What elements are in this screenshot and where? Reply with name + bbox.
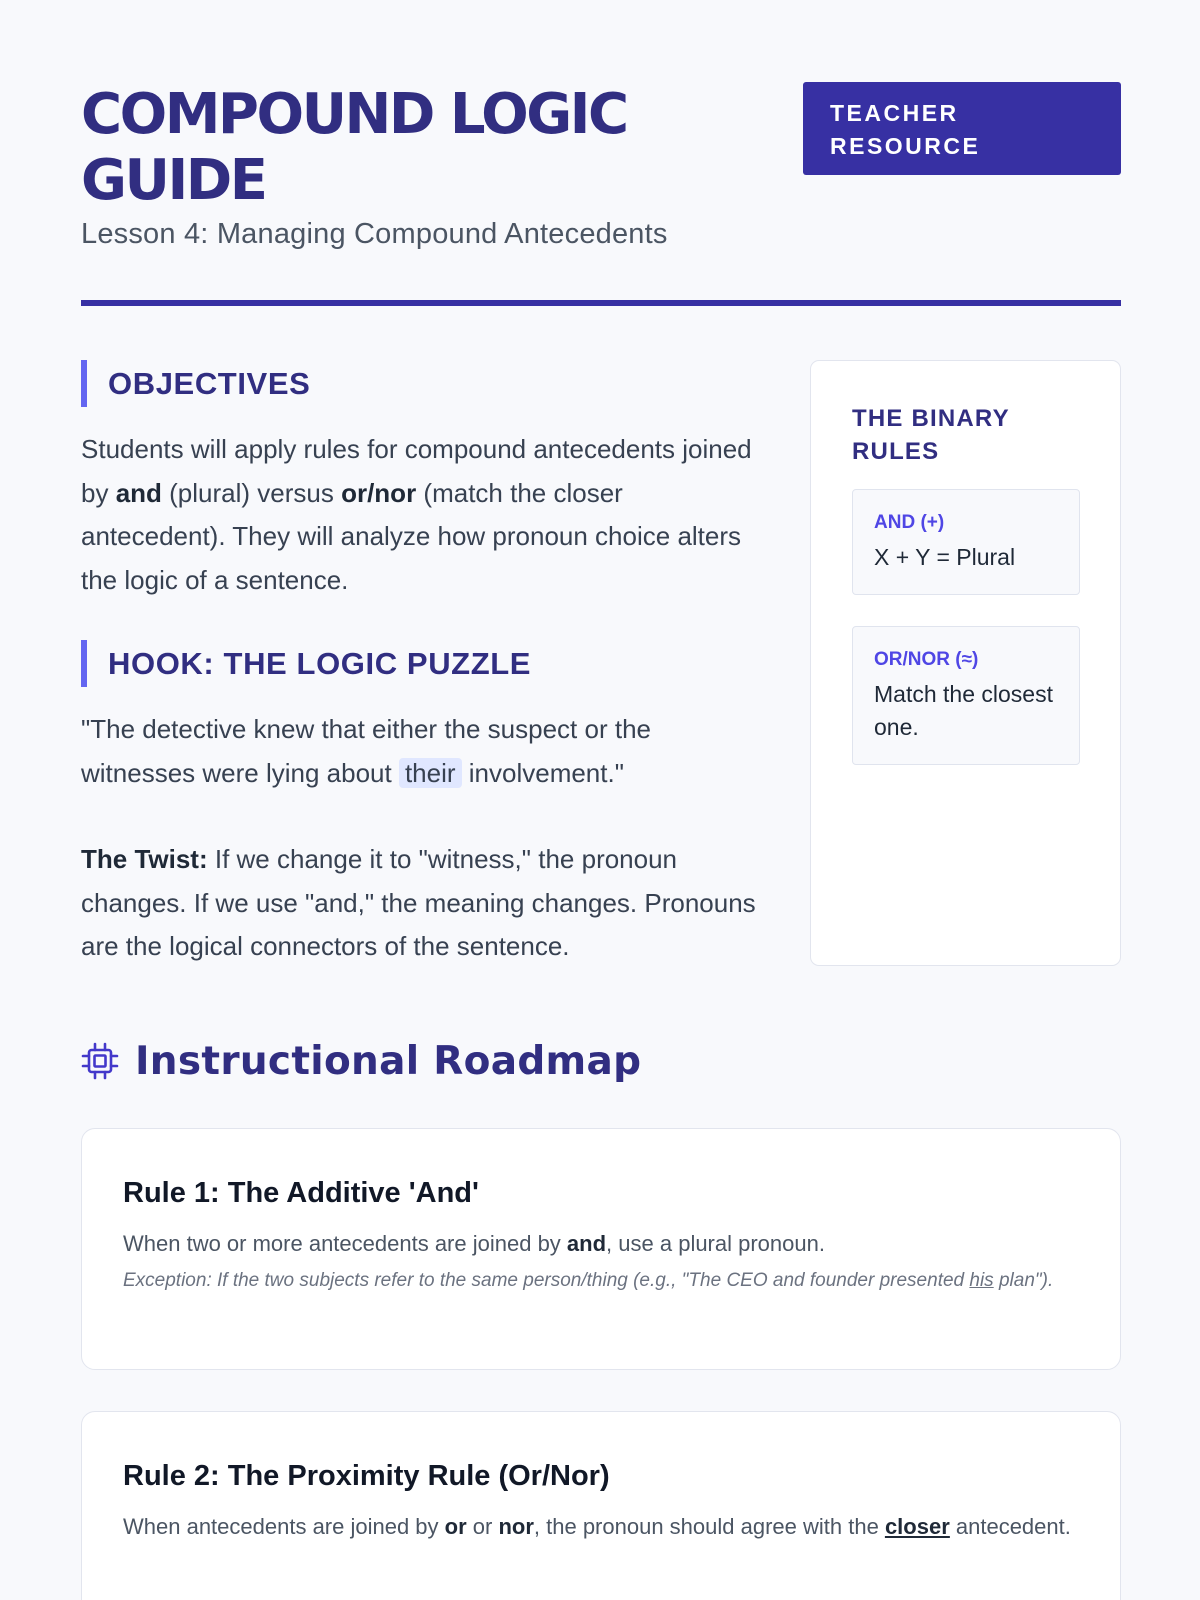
desc-part: , use a plural pronoun. — [606, 1231, 825, 1256]
desc-part: or — [466, 1514, 499, 1539]
twist-label: The Twist: — [81, 844, 208, 874]
objectives-heading: OBJECTIVES — [81, 360, 310, 407]
teacher-resource-badge: TEACHER RESOURCE — [803, 82, 1121, 175]
page-header — [81, 82, 1121, 302]
objectives-text-part: (plural) versus — [161, 477, 342, 508]
and-keyword: and — [566, 1231, 607, 1256]
rule-1-title: Rule 1: The Additive 'And' — [123, 1177, 479, 1209]
note-part: plan"). — [993, 1270, 1054, 1291]
highlighted-pronoun: their — [399, 758, 462, 788]
roadmap-title: Instructional Roadmap — [135, 1038, 642, 1084]
page-subtitle: Lesson 4: Managing Compound Antecedents — [81, 218, 668, 250]
objectives-text-part: Students will apply rules for compound antecedents joined by — [81, 434, 752, 508]
hook-quote-part: "The detective knew that either the suspect or the witnesses were lying about — [81, 714, 651, 788]
rule-2-title: Rule 2: The Proximity Rule (Or/Nor) — [123, 1460, 610, 1492]
or-keyword: or — [444, 1514, 467, 1539]
underlined-pronoun: his — [969, 1270, 994, 1291]
closer-keyword — [885, 1514, 950, 1539]
rule-1-description — [123, 1227, 1079, 1260]
closer-keyword-text: closer — [884, 1514, 950, 1539]
cpu-chip-icon — [81, 1042, 119, 1080]
twist-text: If we change it to "witness," the pronoun changes. If we use "and," the meaning changes. Pronouns are the logical connectors of the sentence. — [81, 844, 756, 961]
rule-1-card — [81, 1128, 1121, 1370]
desc-part: , the pronoun should agree with the — [533, 1514, 885, 1539]
or-nor-keyword: or/nor — [341, 477, 417, 508]
hook-quote-part: involvement." — [461, 757, 624, 788]
rule-1-exception-note — [123, 1267, 1079, 1294]
rule-2-card — [81, 1411, 1121, 1600]
hook-quote — [81, 708, 771, 795]
hook-twist — [81, 838, 771, 969]
objectives-text-part: (match the closer antecedent). They will analyze how pronoun choice alters the logic of a sentence. — [81, 477, 742, 595]
rule-label: OR/NOR (≈) — [874, 649, 979, 670]
nor-keyword: nor — [498, 1514, 534, 1539]
and-rule-box — [852, 489, 1080, 595]
binary-rules-sidebar — [810, 360, 1121, 966]
roadmap-heading — [81, 1036, 641, 1086]
desc-part: antecedent. — [949, 1514, 1071, 1539]
page-title: COMPOUND LOGIC GUIDE — [81, 82, 627, 213]
or-nor-rule-box — [852, 626, 1080, 765]
objectives-text — [81, 428, 771, 602]
rule-label: AND (+) — [874, 512, 945, 533]
desc-part: When two or more antecedents are joined by — [123, 1231, 567, 1256]
rule-2-description — [123, 1510, 1079, 1543]
rule-value: X + Y = Plural — [874, 544, 1016, 570]
note-part: Exception: If the two subjects refer to the same person/thing (e.g., "The CEO and founder presented — [123, 1270, 970, 1291]
and-keyword: and — [115, 477, 162, 508]
hook-heading: HOOK: THE LOGIC PUZZLE — [81, 640, 531, 687]
sidebar-title: THE BINARY RULES — [852, 405, 1010, 465]
rule-value: Match the closest one. — [874, 681, 1053, 740]
desc-part: When antecedents are joined by — [123, 1514, 445, 1539]
header-divider — [81, 300, 1121, 306]
